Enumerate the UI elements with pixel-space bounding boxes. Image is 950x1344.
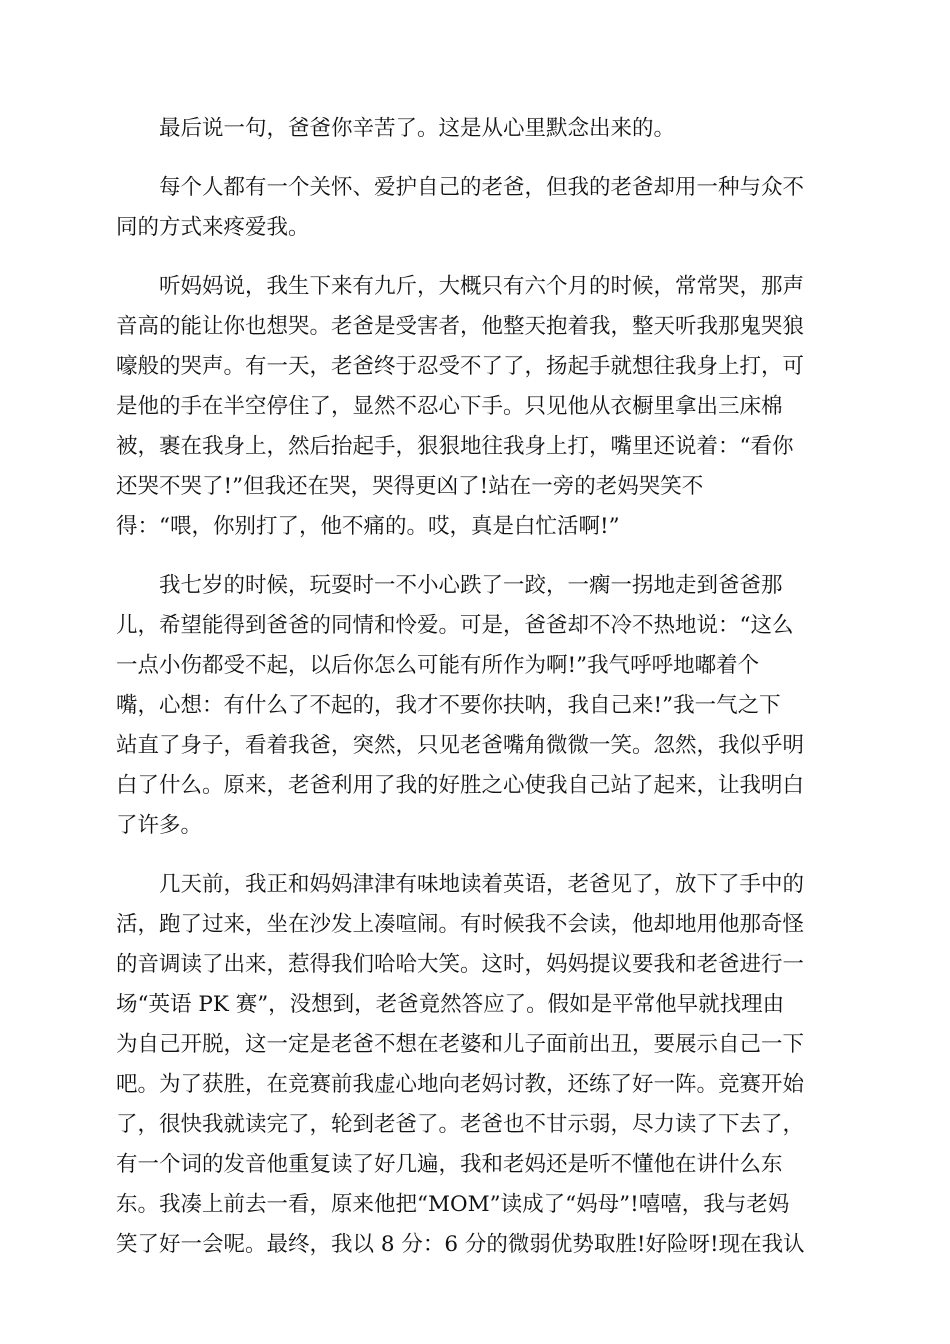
paragraph [116, 109, 844, 149]
text-line: 为自己开脱，这一定是老爸不想在老婆和儿子面前出丑，要展示自己一下 [116, 1032, 805, 1057]
text-line: 听妈妈说，我生下来有九斤，大概只有六个月的时候，常常哭，那声 [116, 274, 805, 299]
text-line: 站直了身子，看着我爸，突然，只见老爸嘴角微微一笑。忽然，我似乎明 [116, 733, 805, 758]
text-line: 最后说一句，爸爸你辛苦了。这是从心里默念出来的。 [116, 116, 676, 141]
text-line: 我七岁的时候，玩耍时一不小心跌了一跤，一瘸一拐地走到爸爸那 [116, 573, 783, 598]
text-line: 还哭不哭了!”但我还在哭，哭得更凶了!站在一旁的老妈哭笑不 [116, 474, 704, 499]
text-line: 音高的能让你也想哭。老爸是受害者，他整天抱着我，整天听我那鬼哭狼 [116, 314, 805, 339]
text-line: 儿，希望能得到爸爸的同情和怜爱。可是，爸爸却不冷不热地说：“这么 [116, 613, 794, 638]
paragraph [116, 865, 844, 1265]
text-line: 东。我凑上前去一看，原来他把“MOM”读成了“妈母”!嘻嘻，我与老妈 [116, 1192, 790, 1217]
text-line: 是他的手在半空停住了，显然不忍心下手。只见他从衣橱里拿出三床棉 [116, 394, 783, 419]
text-line: 白了什么。原来，老爸利用了我的好胜之心使我自己站了起来，让我明白 [116, 773, 805, 798]
text-line: 的音调读了出来，惹得我们哈哈大笑。这时，妈妈提议要我和老爸进行一 [116, 952, 805, 977]
text-line: 吧。为了获胜，在竞赛前我虚心地向老妈讨教，还练了好一阵。竞赛开始 [116, 1072, 805, 1097]
text-line: 同的方式来疼爱我。 [116, 215, 310, 240]
text-line: 被，裹在我身上，然后抬起手，狠狠地往我身上打，嘴里还说着：“看你 [116, 434, 794, 459]
text-line: 活，跑了过来，坐在沙发上凑喧闹。有时候我不会读，他却地用他那奇怪 [116, 912, 805, 937]
body-text [116, 109, 844, 1284]
text-line: 笑了好一会呢。最终，我以 8 分：6 分的微弱优势取胜!好险呀!现在我认 [116, 1232, 805, 1257]
paragraph [116, 168, 844, 248]
text-line: 场“英语 PK 赛”，没想到，老爸竟然答应了。假如是平常他早就找理由 [116, 992, 785, 1017]
text-line: 了，很快我就读完了，轮到老爸了。老爸也不甘示弱，尽力读了下去了， [116, 1112, 805, 1137]
text-line: 一点小伤都受不起，以后你怎么可能有所作为啊!”我气呼呼地嘟着个 [116, 653, 760, 678]
text-line: 了许多。 [116, 813, 203, 838]
paragraph [116, 566, 844, 846]
text-line: 几天前，我正和妈妈津津有味地读着英语，老爸见了，放下了手中的 [116, 872, 805, 897]
text-line: 有一个词的发音他重复读了好几遍，我和老妈还是听不懂他在讲什么东 [116, 1152, 783, 1177]
text-line: 每个人都有一个关怀、爱护自己的老爸，但我的老爸却用一种与众不 [116, 175, 805, 200]
text-line: 嚎般的哭声。有一天，老爸终于忍受不了了，扬起手就想往我身上打，可 [116, 354, 805, 379]
text-line: 得：“喂，你别打了，他不痛的。哎，真是白忙活啊!” [116, 514, 620, 539]
paragraph [116, 267, 844, 547]
text-line: 嘴，心想：有什么了不起的，我才不要你扶呐，我自己来!”我一气之下 [116, 693, 781, 718]
